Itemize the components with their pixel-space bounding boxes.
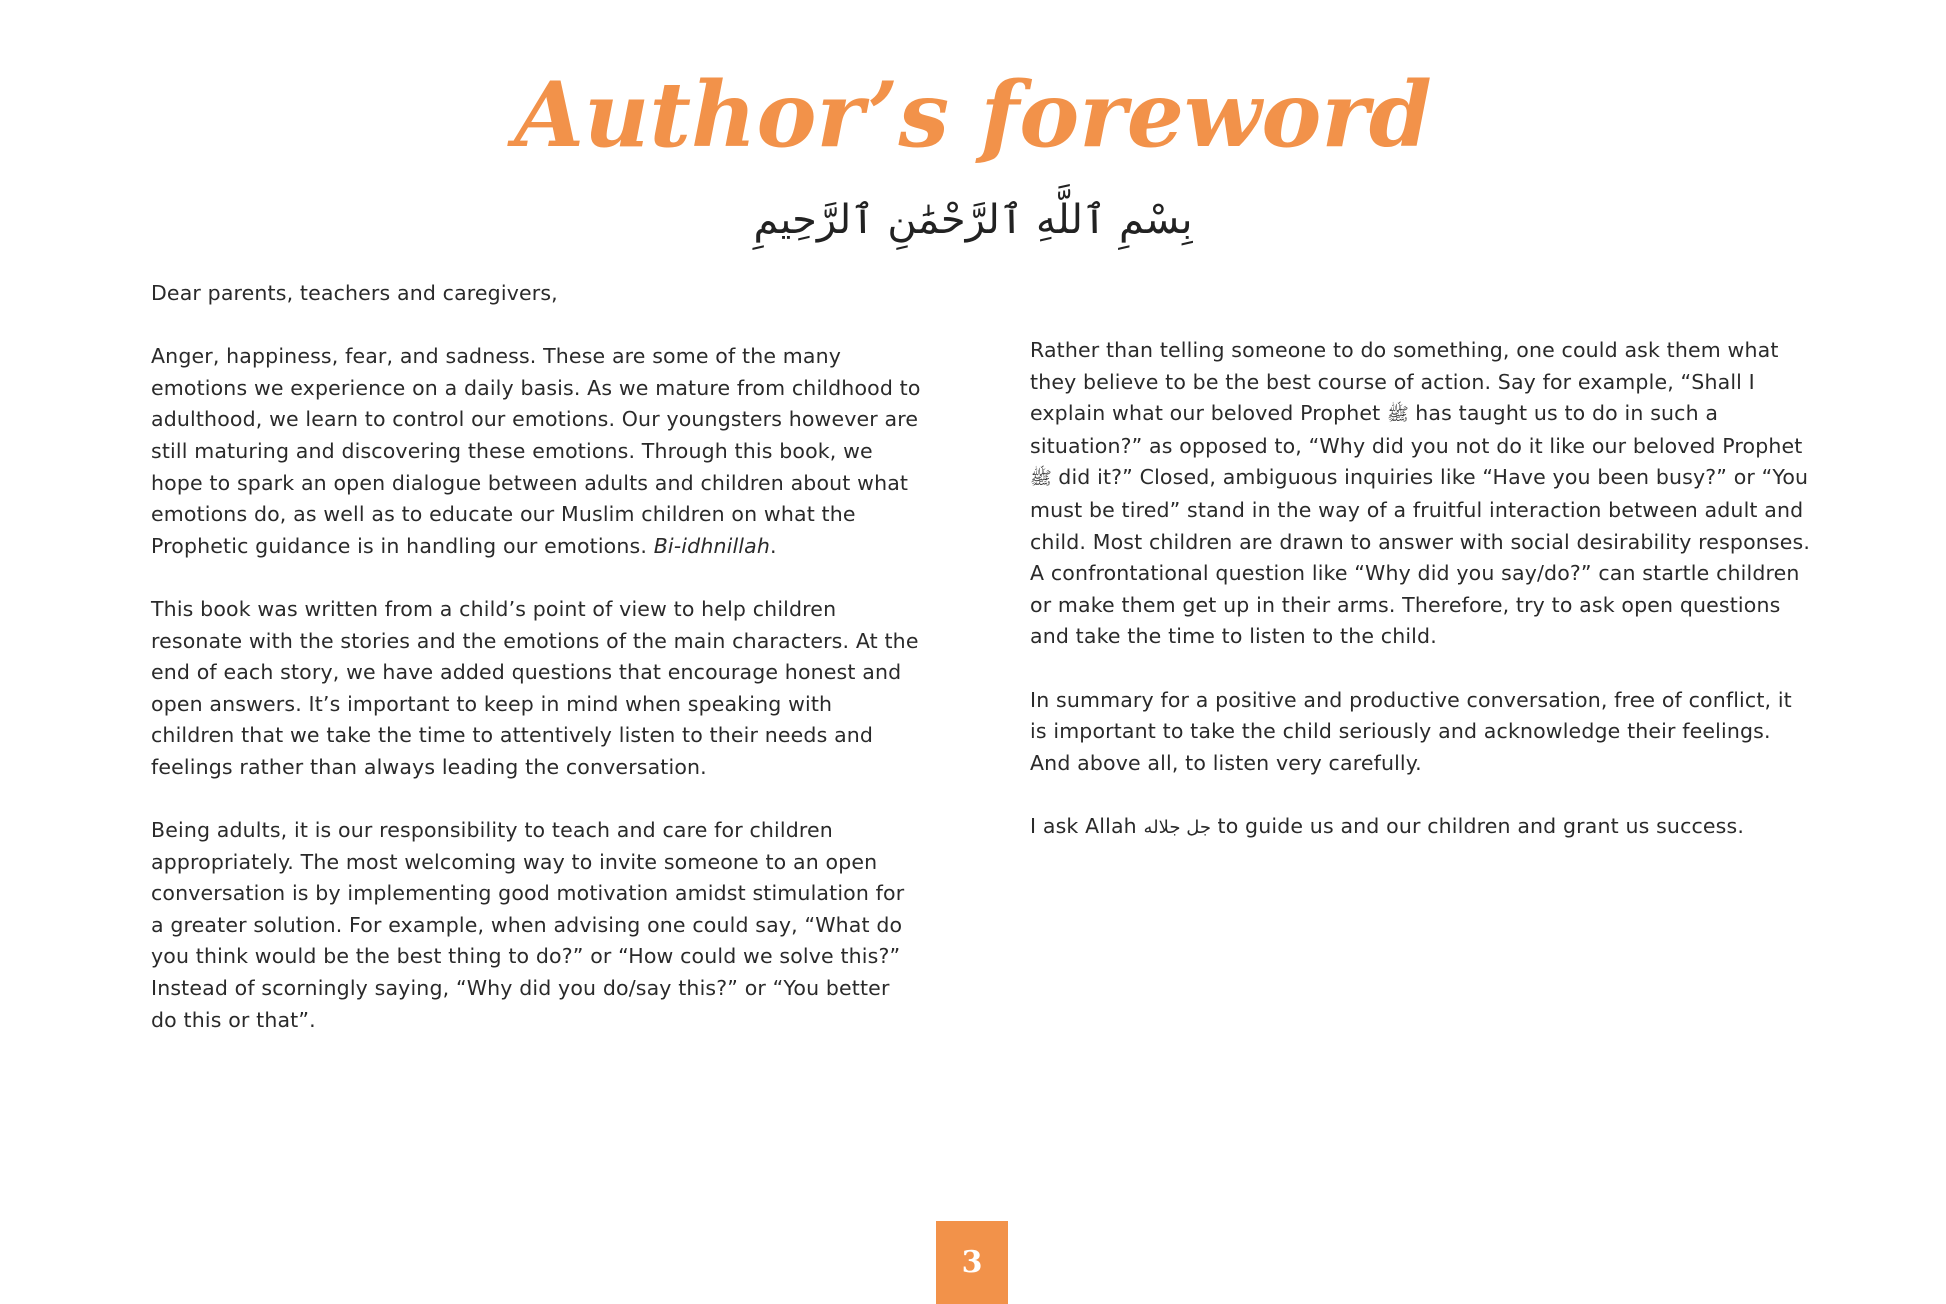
left-column bbox=[151, 278, 921, 1068]
honorific-prophet-icon: ﷺ bbox=[1387, 404, 1409, 426]
bi-idhnillah-text: Bi-idhnillah bbox=[653, 533, 770, 558]
paragraph-open-questions-b: has taught us to do in such a situation?” as opposed to, “Why did you not do it like our beloved Prophet bbox=[1030, 401, 1803, 458]
paragraph-emotions bbox=[151, 341, 921, 562]
honorific-allah-icon: جل جلاله bbox=[1143, 816, 1211, 838]
paragraph-emotions-end: . bbox=[770, 533, 777, 558]
page-number: 3 bbox=[936, 1221, 1008, 1304]
paragraph-responsibility: Being adults, it is our responsibility to teach and care for children appropriately. The most welcoming way to invite someone to an open conversation is by implementing good motivation amidst stimulation for a greater solution. For example, when advising one could say, “What do you think would be the best thing to do?” or “How could we solve this?” Instead of scorningly saying, “Why did you do/say this?” or “You better do this or that”. bbox=[151, 818, 905, 1032]
paragraph-dua-b: to guide us and our children and grant us success. bbox=[1217, 813, 1745, 838]
paragraph-summary: In summary for a positive and productive conversation, free of conflict, it is important to take the child seriously and acknowledge their feelings. And above all, to listen very carefully. bbox=[1030, 687, 1792, 775]
paragraph-childs-view: This book was written from a child’s point of view to help children resonate with the stories and the emotions of the main characters. At the end of each story, we have added questions that encourage honest and open answers. It’s important to keep in mind when speaking with children that we take the time to attentively listen to their needs and feelings rather than always leading the conversation. bbox=[151, 596, 919, 779]
page-title: Author’s foreword bbox=[514, 62, 1432, 168]
paragraph-emotions-text: Anger, happiness, fear, and sadness. These are some of the many emotions we experience on a daily basis. As we mature from childhood to adulthood, we learn to control our emotions. Our youngsters however are still maturing and discovering these emotions. Through this book, we hope to spark an open dialogue between adults and children about what emotions do, as well as to educate our Muslim children on what the Prophetic guidance is in handling our emotions. bbox=[151, 344, 921, 558]
paragraph-dua-a: I ask Allah bbox=[1030, 813, 1137, 838]
paragraph-dua bbox=[1030, 811, 1810, 844]
salutation: Dear parents, teachers and caregivers, bbox=[151, 281, 558, 305]
paragraph-open-questions bbox=[1030, 335, 1810, 653]
right-column bbox=[1030, 335, 1810, 875]
paragraph-open-questions-a: Rather than telling someone to do something, one could ask them what they believe to be the best course of action. Say for example, “Shall I explain what our beloved Prophet bbox=[1030, 338, 1779, 426]
basmala: بِسْمِ ٱللَّهِ ٱلرَّحْمَٰنِ ٱلرَّحِيمِ bbox=[753, 197, 1193, 243]
honorific-prophet-icon: ﷺ bbox=[1030, 468, 1052, 490]
paragraph-open-questions-c: did it?” Closed, ambiguous inquiries like “Have you been busy?” or “You must be tired” stand in the way of a fruitful interaction between adult and child. Most children are drawn to answer with social desirability responses. A confrontational question like “Why did you say/do?” can startle children or make them get up in their arms. Therefore, try to ask open questions and take the time to listen to the child. bbox=[1030, 465, 1810, 649]
